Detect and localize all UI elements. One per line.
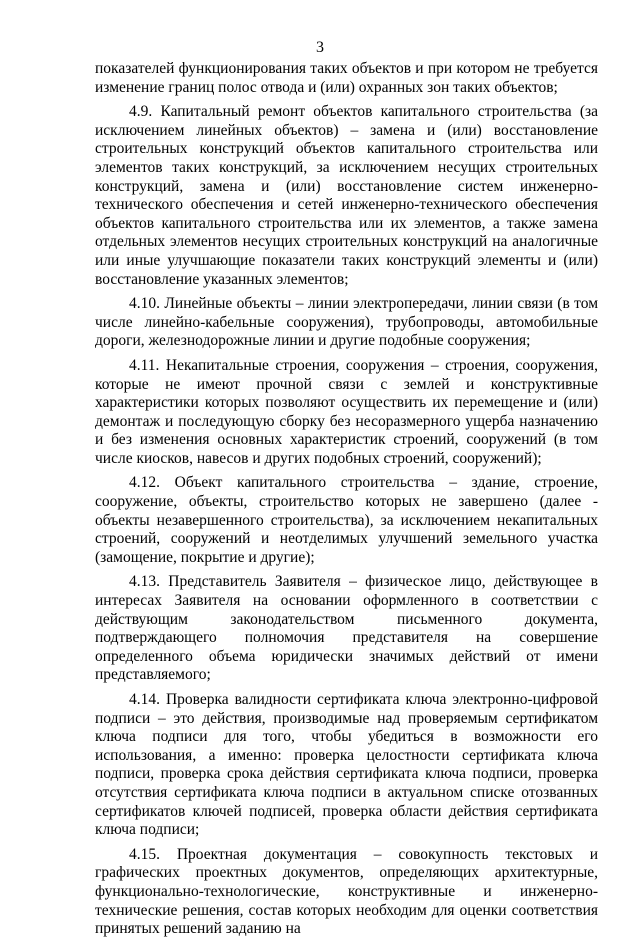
paragraph-4-12 bbox=[95, 474, 598, 567]
paragraph-number: 4.13. bbox=[129, 573, 160, 591]
paragraph-text: Проектная документация – совокупность текстовых и графических проектных документов, определяющих архитектурные, функционально-технологические, конструктивные и инженерно-технические решения, состав которых необходим для оценки соответствия принятых решений заданию на bbox=[95, 845, 598, 938]
paragraph-number: 4.10. bbox=[129, 295, 160, 313]
page-number: 3 bbox=[316, 39, 324, 56]
document-body bbox=[95, 60, 598, 945]
paragraph-number: 4.12. bbox=[129, 474, 160, 492]
paragraph-text: Линейные объекты – линии электропередачи, линии связи (в том числе линейно-кабельные сооружения), трубопроводы, автомобильные дороги, железнодорожные линии и другие подобные сооружения; bbox=[95, 295, 599, 350]
paragraph-number: 4.15. bbox=[129, 845, 160, 863]
paragraph-4-13 bbox=[95, 573, 598, 685]
paragraph-text: Представитель Заявителя – физическое лицо, действующее в интересах Заявителя на основании оформленного в соответствии с действующим законодательством письменного документа, подтверждающего полномочия представителя на совершение определенного объема юридически значимых действий от имени представляемого; bbox=[95, 573, 599, 684]
paragraph-number: 4.9. bbox=[129, 103, 153, 121]
paragraph-text: Капитальный ремонт объектов капитального строительства (за исключением линейных объектов) – замена и (или) восстановление строительных конструкций объектов капитального строительства или элементов таких конструкций, за исключением несущих строительных конструкций, замена и (или) восстановление систем инженерно-технического обеспечения и сетей инженерно-технического обеспечения объектов капитального строительства или их элементов, а также замена отдельных элементов несущих строительных конструкций на аналогичные или иные улучшающие показатели таких конструкций элементы и (или) восстановление указанных элементов; bbox=[95, 103, 598, 288]
paragraph-text: показателей функционирования таких объектов и при котором не требуется изменение границ полос отвода и (или) охранных зон таких объектов; bbox=[95, 60, 598, 96]
paragraph-text: Проверка валидности сертификата ключа электронно-цифровой подписи – это действия, производимые над проверяемым сертификатом ключа подписи для того, чтобы убедиться в возможности его использования, а именно: проверка целостности сертификата ключа подписи, проверка срока действия сертификата ключа подписи, проверка отсутствия сертификата ключа подписи в актуальном списке отозванных сертификатов ключей подписей, проверка области действия сертификата ключа подписи; bbox=[95, 691, 598, 839]
paragraph-continuation bbox=[95, 60, 598, 97]
paragraph-4-14 bbox=[95, 691, 598, 840]
paragraph-number: 4.14. bbox=[129, 691, 160, 708]
paragraph-4-15 bbox=[95, 846, 598, 939]
paragraph-text: Некапитальные строения, сооружения – строения, сооружения, которые не имеют прочной связи с землей и конструктивные характеристики которых позволяют осуществить их перемещение и (или) демонтаж и последующую сборку без несоразмерного ущерба назначению и без изменения основных характеристик строений, сооружений (в том числе киосков, навесов и других подобных строений, сооружений); bbox=[95, 356, 599, 467]
paragraph-number: 4.11. bbox=[129, 356, 160, 374]
paragraph-4-11 bbox=[95, 357, 598, 469]
paragraph-text: Объект капитального строительства – здание, строение, сооружение, объекты, строительство которых не завершено (далее - объекты незавершенного строительства), за исключением некапитальных строений, сооружений и неотделимых улучшений земельного участка (замощение, покрытие и другие); bbox=[95, 474, 599, 566]
paragraph-4-9 bbox=[95, 103, 598, 289]
paragraph-4-10 bbox=[95, 295, 598, 351]
